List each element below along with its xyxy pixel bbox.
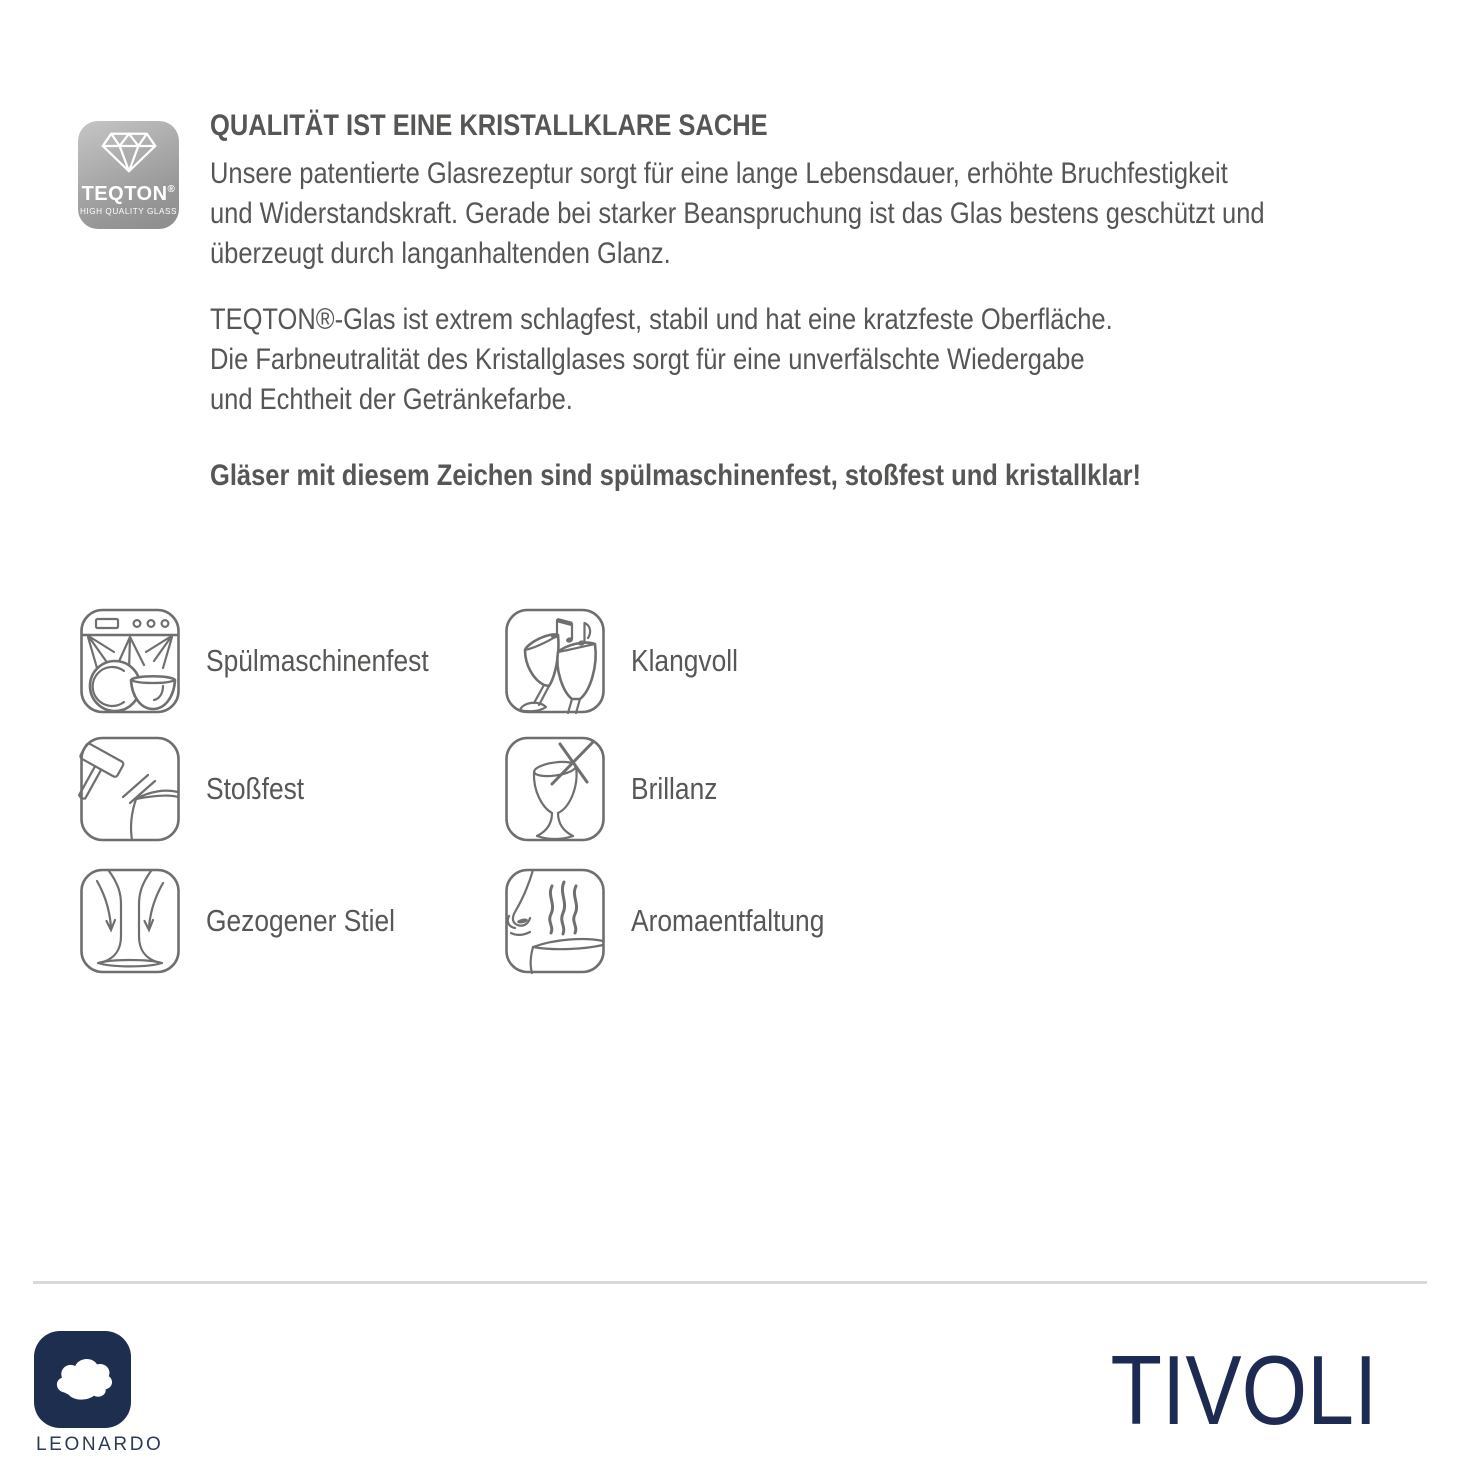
hammer-glass-icon xyxy=(78,734,182,844)
feature-aromaentfaltung xyxy=(503,866,858,976)
page-title: QUALITÄT IST EINE KRISTALLKLARE SACHE xyxy=(210,109,768,142)
highlight-text: Gläser mit diesem Zeichen sind spülmaschinenfest, stoßfest und kristallklar! xyxy=(210,459,1142,492)
feature-label: Gezogener Stiel xyxy=(206,903,395,938)
paragraph-line: und Widerstandskraft. Gerade bei starker Beanspruchung ist das Glas bestens geschützt und xyxy=(210,197,1265,230)
paragraph-line: TEQTON®-Glas ist extrem schlagfest, stabil und hat eine kratzfeste Oberfläche. xyxy=(210,303,1113,336)
intro-paragraph-1 xyxy=(210,154,1440,274)
feature-label: Brillanz xyxy=(631,771,718,806)
sparkling-glass-icon xyxy=(503,734,607,844)
feature-brillanz xyxy=(503,734,733,844)
intro-section xyxy=(210,106,1440,496)
feature-stossfest xyxy=(78,734,321,844)
brand-name: LEONARDO xyxy=(36,1434,164,1455)
intro-paragraph-2 xyxy=(210,300,1440,420)
feature-klangvoll xyxy=(503,606,757,716)
drawn-stem-icon xyxy=(78,866,182,976)
badge-title: TEQTON® xyxy=(81,183,176,205)
paragraph-line: Die Farbneutralität des Kristallglases sorgt für eine unverfälschte Wiedergabe xyxy=(210,343,1085,376)
paragraph-line: überzeugt durch langanhaltenden Glanz. xyxy=(210,237,671,270)
feature-label: Klangvoll xyxy=(631,643,738,678)
paragraph-line: Unsere patentierte Glasrezeptur sorgt für eine lange Lebensdauer, erhöhte Bruchfestigkeit xyxy=(210,157,1228,190)
teqton-badge xyxy=(78,121,179,229)
footer-divider xyxy=(33,1281,1427,1284)
dishwasher-icon xyxy=(78,606,182,716)
feature-label: Aromaentfaltung xyxy=(631,903,825,938)
feature-label: Stoßfest xyxy=(206,771,305,806)
paragraph-line: und Echtheit der Getränkefarbe. xyxy=(210,383,573,416)
aroma-nose-icon xyxy=(503,866,607,976)
leonardo-logo xyxy=(34,1331,131,1428)
badge-subtitle: HIGH QUALITY GLASS xyxy=(79,207,178,216)
diamond-icon xyxy=(99,130,159,175)
feature-spuelmaschinenfest xyxy=(78,606,468,716)
clinking-glasses-icon xyxy=(503,606,607,716)
feature-gezogener-stiel xyxy=(78,866,428,976)
leonardo-cloud-icon xyxy=(44,1341,122,1419)
feature-label: Spülmaschinenfest xyxy=(206,643,429,678)
product-line-title: TIVOLI xyxy=(1110,1335,1377,1445)
